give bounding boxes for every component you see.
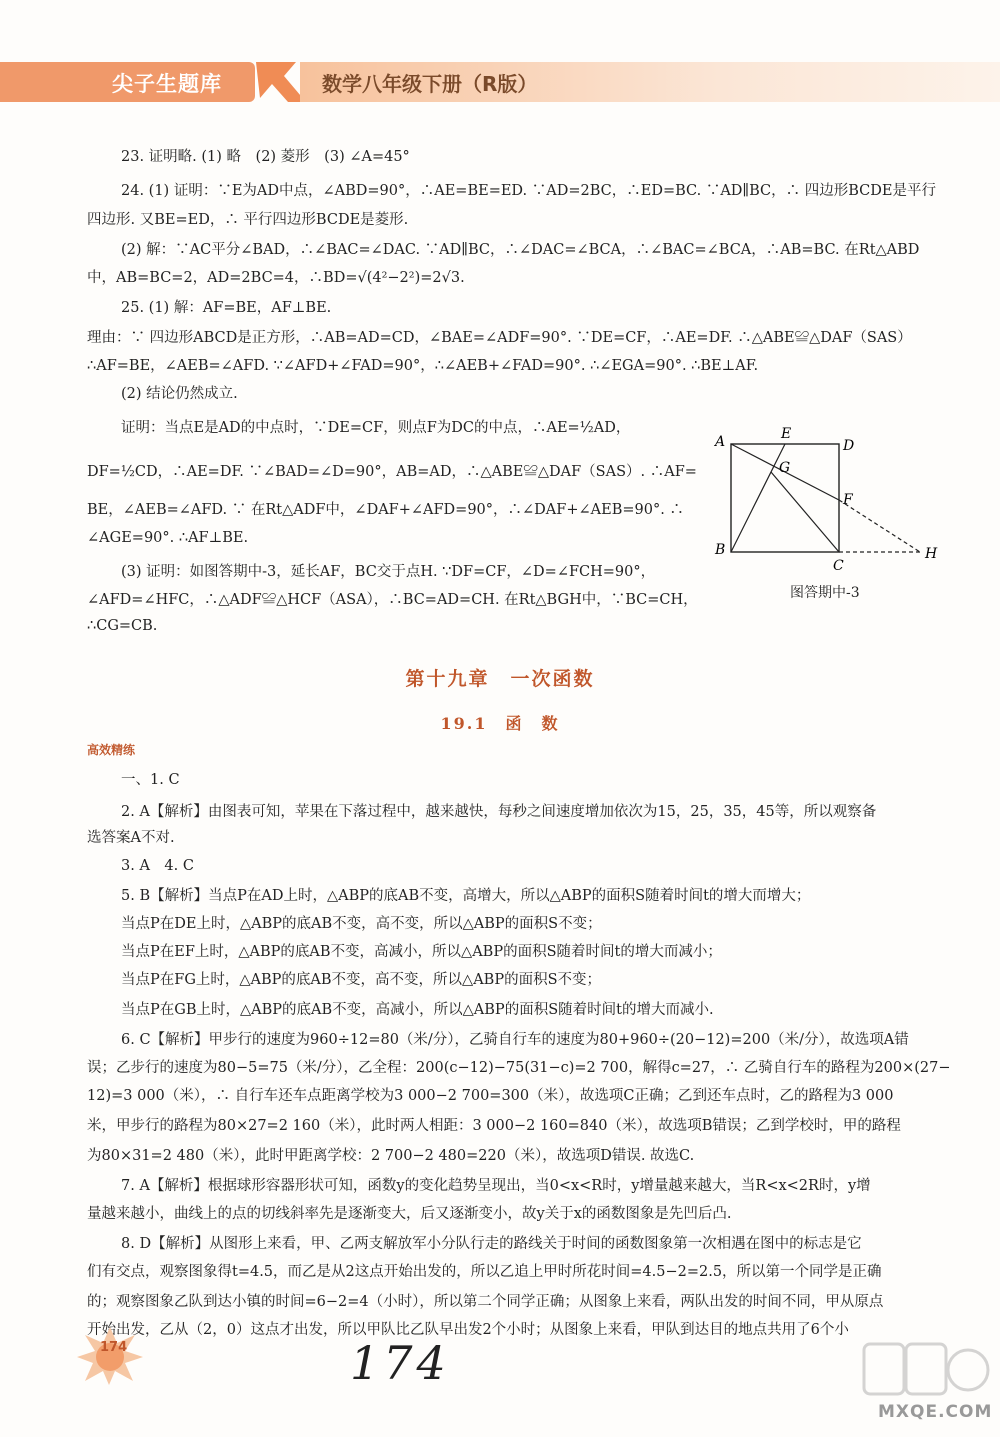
answer-line: 3. A 4. C xyxy=(121,858,194,874)
figure-caption: 图答期中-3 xyxy=(790,585,860,601)
chapter-title: 第十九章 一次函数 xyxy=(405,668,595,690)
answer-line: (3) 证明：如图答期中-3，延长AF，BC交于点H. ∵DF=CF，∠D=∠FCH=90°， xyxy=(121,564,656,580)
answer-line: 选答案A不对. xyxy=(87,830,175,846)
section-tag: 高效精练 xyxy=(87,743,136,757)
answer-line: 7. A【解析】根据球形容器形状可知，函数y的变化趋势呈现出，当0<x<R时，y增量越来越大，当R<x<2R时，y增 xyxy=(121,1178,871,1194)
page-badge-icon xyxy=(75,1325,145,1385)
answer-line: 25. (1) 解：AF=BE，AF⊥BE. xyxy=(121,300,332,316)
answer-line: 12)=3 000（米），∴ 自行车还车点距离学校为3 000−2 700=300（米），故选项C正确；乙到还车点时，乙的路程为3 000 xyxy=(87,1088,894,1104)
answer-line: 的；观察图象乙队到达小镇的时间=6−2=4（小时），所以第二个同学正确；从图象上来看，两队出发的时间不同，甲从原点 xyxy=(87,1294,884,1310)
page-header xyxy=(0,58,1000,106)
label-e: E xyxy=(781,426,792,442)
segment-be xyxy=(731,444,785,552)
answer-line: ∠AFD=∠HFC，∴△ADF≌△HCF（ASA），∴BC=AD=CH. 在Rt△BGH中，∵BC=CH， xyxy=(87,592,698,608)
answer-line: 四边形. 又BE=ED，∴ 平行四边形BCDE是菱形. xyxy=(87,212,409,228)
page-number: 174 xyxy=(100,1340,128,1355)
answer-line: 中，AB=BC=2，AD=2BC=4，∴BD=√(4²−2²)=2√3. xyxy=(87,270,465,286)
answer-line: BE，∠AEB=∠AFD. ∵ 在Rt△ADF中，∠DAF+∠AFD=90°，∴∠DAF+∠AEB=90°. ∴ xyxy=(87,502,684,518)
answer-line: 们有交点，观察图象得t=4.5，而乙是从2这点开始出发的，所以乙追上甲时所花时间=4.5−2=2.5，所以第一个同学是正确 xyxy=(87,1264,882,1280)
label-g: G xyxy=(779,460,791,476)
label-c: C xyxy=(833,558,844,574)
handwritten-page-number: 174 xyxy=(350,1336,450,1390)
answer-line: 米，甲步行的路程为80×27=2 160（米），此时两人相距：3 000−2 160=840（米），故选项B错误；乙到学校时，甲的路程 xyxy=(87,1118,901,1134)
label-h: H xyxy=(925,546,938,562)
geometry-figure xyxy=(705,420,945,580)
answer-line: 量越来越小，曲线上的点的切线斜率先是逐渐变大，后又逐渐变小，故y关于x的函数图象是先凹后凸. xyxy=(87,1206,732,1222)
answer-line: 8. D【解析】从图形上来看，甲、乙两支解放军小分队行走的路线关于时间的函数图象第一次相遇在图中的标志是它 xyxy=(121,1236,862,1252)
subtitle-banner xyxy=(300,62,1000,102)
answer-line: 误；乙步行的速度为80−5=75（米/分），乙全程：200(c−12)−75(31−c)=2 700，解得c=27，∴ 乙骑自行车的路程为200×(27− xyxy=(87,1060,951,1076)
segment-cg xyxy=(771,472,839,552)
answer-line: 5. B【解析】当点P在AD上时，△ABP的底AB不变，高增大，所以△ABP的面积S随着时间t的增大而增大； xyxy=(121,888,811,904)
answer-line: (2) 结论仍然成立. xyxy=(121,386,238,402)
brand-title: 尖子生题库 xyxy=(112,72,222,96)
answer-line: 当点P在FG上时，△ABP的底AB不变，高不变，所以△ABP的面积S不变； xyxy=(121,972,602,988)
label-f: F xyxy=(843,492,853,508)
answer-line: 当点P在EF上时，△ABP的底AB不变，高减小，所以△ABP的面积S随着时间t的增大而减小； xyxy=(121,944,722,960)
answer-line: 当点P在DE上时，△ABP的底AB不变，高不变，所以△ABP的面积S不变； xyxy=(121,916,602,932)
answer-line: 开始出发，乙从（2，0）这点才出发，所以甲队比乙队早出发2个小时；从图象上来看，甲队到达目的地点共用了6个小 xyxy=(87,1322,849,1338)
section-title: 19.1 函 数 xyxy=(440,714,560,733)
label-a: A xyxy=(715,434,726,450)
watermark-text: MXQE.COM xyxy=(878,1402,993,1422)
answer-line: 2. A【解析】由图表可知，苹果在下落过程中，越来越快，每秒之间速度增加依次为15，25，35，45等，所以观察备 xyxy=(121,804,877,820)
label-b: B xyxy=(715,542,726,558)
answer-line: (2) 解：∵AC平分∠BAD，∴∠BAC=∠DAC. ∵AD∥BC，∴∠DAC=∠BCA，∴∠BAC=∠BCA，∴AB=BC. 在Rt△ABD xyxy=(121,242,920,258)
answer-line: 24. (1) 证明：∵E为AD中点，∠ABD=90°，∴AE=BE=ED. ∵AD=2BC，∴ED=BC. ∵AD∥BC，∴ 四边形BCDE是平行 xyxy=(121,183,936,199)
label-d: D xyxy=(843,438,855,454)
brand-banner xyxy=(0,62,255,102)
answer-line: 23. 证明略. (1) 略 (2) 菱形 (3) ∠A=45° xyxy=(121,149,410,165)
answer-line: 理由：∵ 四边形ABCD是正方形，∴AB=AD=CD，∠BAE=∠ADF=90°. ∵DE=CF，∴AE=DF. ∴△ABE≌△DAF（SAS） xyxy=(87,330,912,346)
book-subtitle: 数学八年级下册（R版） xyxy=(322,72,538,96)
answer-line: ∴AF=BE，∠AEB=∠AFD. ∵∠AFD+∠FAD=90°，∴∠AEB+∠FAD=90°. ∴∠EGA=90°. ∴BE⊥AF. xyxy=(87,358,759,374)
answer-line: 一、1. C xyxy=(121,772,180,788)
answer-line: 当点P在GB上时，△ABP的底AB不变，高减小，所以△ABP的面积S随着时间t的增大而减小. xyxy=(121,1002,714,1018)
answer-line: ∠AGE=90°. ∴AF⊥BE. xyxy=(87,530,249,546)
answer-line: ∴CG=CB. xyxy=(87,618,158,634)
answer-line: DF=½CD，∴AE=DF. ∵∠BAD=∠D=90°，AB=AD，∴△ABE≌△DAF（SAS）. ∴AF= xyxy=(87,464,697,480)
answer-line: 为80×31=2 480（米），此时甲距离学校：2 700−2 480=220（米），故选项D错误. 故选C. xyxy=(87,1148,695,1164)
answer-line: 6. C【解析】甲步行的速度为960÷12=80（米/分），乙骑自行车的速度为80+960÷(20−12)=200（米/分），故选项A错 xyxy=(121,1032,909,1048)
answer-line: 证明：当点E是AD的中点时，∵DE=CF，则点F为DC的中点，∴AE=½AD， xyxy=(121,420,631,436)
